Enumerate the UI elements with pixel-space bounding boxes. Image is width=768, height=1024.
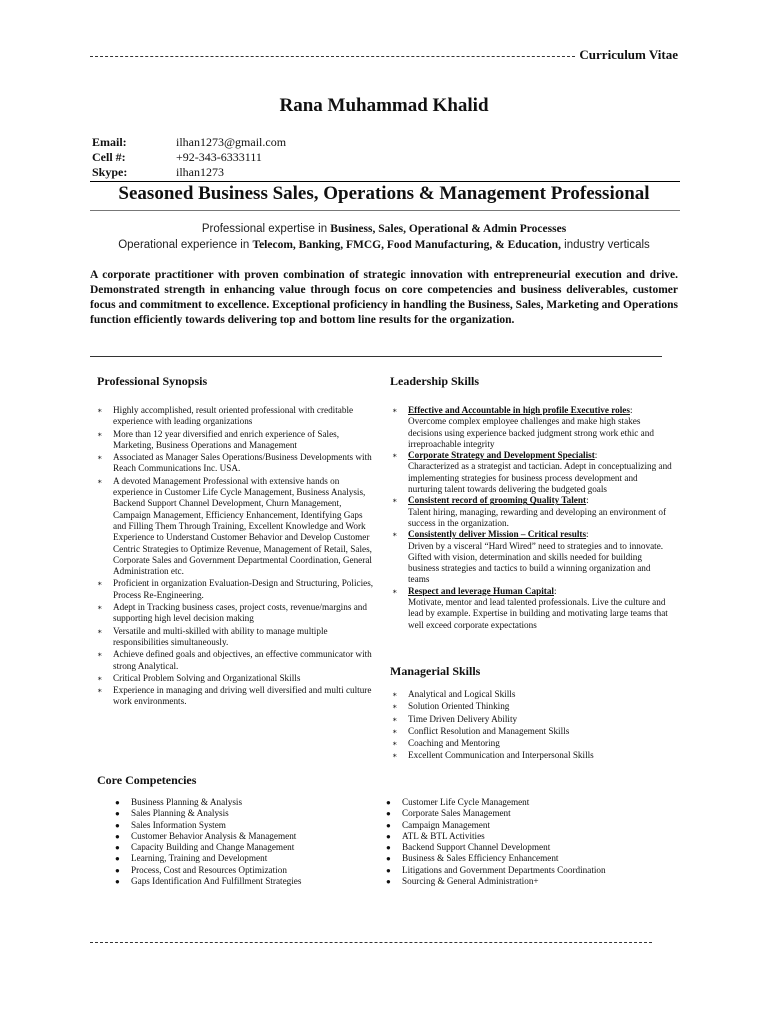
- bullet-icon: ∗: [392, 751, 398, 761]
- leadership-item-desc: Talent hiring, managing, rewarding and developing an environment of success in the organization.: [408, 506, 667, 528]
- bullet-icon: ●: [115, 831, 120, 841]
- bullet-icon: ●: [386, 798, 391, 807]
- expertise-areas: Business, Sales, Operational & Admin Processes: [330, 223, 567, 235]
- list-item-text: Business Planning & Analysis: [131, 797, 243, 807]
- list-item-text: Versatile and multi-skilled with ability to manage multiple responsibilities simultaneously.: [113, 625, 328, 647]
- leadership-item-title: Consistently deliver Mission – Critical results: [408, 529, 587, 540]
- bullet-icon: ∗: [97, 673, 103, 683]
- list-item-text: Corporate Sales Management: [402, 808, 511, 819]
- list-item-text: Analytical and Logical Skills: [408, 689, 516, 699]
- contact-row-skype: [92, 165, 286, 180]
- leadership-item-desc: Motivate, mentor and lead talented professionals. Live the culture and lead by example. Expertise in building and motivating large teams that well exceed corporate expectations: [408, 597, 668, 630]
- competency-item: [115, 876, 375, 887]
- list-item-text: Litigations and Government Departments Coordination: [402, 864, 606, 875]
- competency-item: [115, 853, 375, 864]
- list-item-text: Learning, Training and Development: [131, 853, 268, 864]
- synopsis-item: [97, 476, 377, 578]
- list-item-text: Proficient in organization Evaluation-Design and Structuring, Policies, Process Re-Engineering.: [113, 578, 374, 600]
- list-item-text: Solution Oriented Thinking: [408, 701, 510, 712]
- bullet-icon: ∗: [392, 586, 398, 596]
- leadership-item-desc: Driven by a visceral “Hard Wired” need to strategies and to innovate. Gifted with vision, determination and skills needed for building business strategies and tactics to build a winning organization and teams: [408, 540, 664, 585]
- core-list-left: [115, 797, 375, 887]
- competency-item: [115, 808, 375, 819]
- bullet-icon: ●: [115, 865, 120, 875]
- list-item-text: Backend Support Channel Development: [402, 842, 551, 853]
- managerial-skill-item: [392, 714, 672, 725]
- synopsis-item: [97, 602, 377, 625]
- leadership-item-title: Corporate Strategy and Development Specialist: [408, 450, 595, 461]
- bullet-icon: ●: [115, 820, 120, 830]
- cell-value: +92-343-6333111: [176, 150, 262, 164]
- managerial-list: [392, 689, 672, 763]
- core-list-right: [386, 797, 676, 887]
- list-item-text: Adept in Tracking business cases, project costs, revenue/margins and supporting high level decision making: [113, 602, 367, 624]
- bullet-icon: ∗: [392, 726, 398, 736]
- bullet-icon: ∗: [392, 451, 398, 461]
- bullet-icon: ∗: [392, 406, 398, 415]
- bullet-icon: ●: [115, 877, 120, 887]
- list-item-text: Highly accomplished, result oriented professional with creditable experience with leading organizations: [113, 405, 354, 427]
- list-item-text: A devoted Management Professional with extensive hands on experience in Customer Life Cycle Management, Business Analysis, Backend Support Channel Development, Churn Management, Campaign Management, Efficiency Enhancement, Identifying Gaps and Filling Them Through Training, Excellent Knowledge and Work Experience to Understand Customer Behavior and Develop Customer Centric Strategies to Optimize Revenue, Management of Retail, Sales, Corporate Sales and Government Departmental Coordination, General Administration etc.: [113, 475, 372, 577]
- competency-item: [386, 853, 676, 864]
- competency-item: [386, 820, 676, 831]
- bullet-icon: ∗: [97, 476, 103, 486]
- list-item-text: Process, Cost and Resources Optimization: [131, 864, 287, 875]
- contact-row-email: [92, 135, 286, 150]
- list-item-text: Customer Behavior Analysis & Management: [131, 830, 297, 841]
- expertise-line-2: [0, 237, 768, 253]
- list-item-text: ATL & BTL Activities: [402, 830, 485, 841]
- competency-item: [115, 797, 375, 808]
- list-item-text: Capacity Building and Change Management: [131, 842, 295, 853]
- leadership-title: Leadership Skills: [390, 374, 480, 388]
- leadership-list: [392, 405, 672, 631]
- bullet-icon: ∗: [392, 739, 398, 749]
- list-item-text: Sourcing & General Administration+: [402, 876, 539, 887]
- headline: Seasoned Business Sales, Operations & Management Professional: [118, 183, 650, 204]
- synopsis-item: [97, 673, 377, 684]
- leadership-item: ∗ Consistent record of grooming Quality Talent: Talent hiring, managing, rewarding and developing an environment of success in the organization.: [392, 495, 672, 529]
- list-item-text: Customer Life Cycle Management: [402, 797, 530, 807]
- bullet-icon: ∗: [97, 650, 103, 660]
- expertise-line-1: [0, 221, 768, 237]
- managerial-skill-item: [392, 750, 672, 761]
- bullet-icon: ∗: [97, 603, 103, 613]
- synopsis-item: [97, 429, 377, 452]
- synopsis-item: [97, 626, 377, 649]
- competency-item: [386, 865, 676, 876]
- contact-label: Cell #:: [92, 150, 126, 164]
- competency-item: [115, 865, 375, 876]
- list-item-text: Coaching and Mentoring: [408, 738, 500, 749]
- contact-label: Email:: [92, 135, 127, 149]
- leadership-item-desc: Characterized as a strategist and tactician. Adept in conceptualizing and implementing strategies for business process development and nurturing talent towards delivering the budgeted goals: [408, 461, 672, 495]
- list-item-text: Conflict Resolution and Management Skills: [408, 725, 570, 736]
- bullet-icon: ∗: [97, 406, 103, 415]
- list-item-text: More than 12 year diversified and enrich experience of Sales, Marketing, Business Operations and Management: [113, 428, 340, 450]
- list-item-text: Achieve defined goals and objectives, an effective communicator with strong Analytical.: [113, 649, 372, 671]
- expertise-block: [0, 221, 768, 253]
- bullet-icon: ●: [115, 809, 120, 819]
- competency-item: [115, 831, 375, 842]
- candidate-name: Rana Muhammad Khalid: [279, 95, 489, 116]
- bullet-icon: ●: [386, 831, 391, 841]
- contact-label: Skype:: [92, 165, 128, 179]
- list-item-text: Sales Information System: [131, 819, 226, 830]
- managerial-skill-item: [392, 701, 672, 712]
- bullet-icon: ●: [386, 820, 391, 830]
- bullet-icon: ●: [386, 854, 391, 864]
- bullet-icon: ●: [115, 798, 120, 807]
- bullet-icon: ∗: [97, 453, 103, 463]
- bullet-icon: ●: [386, 843, 391, 853]
- synopsis-item: [97, 452, 377, 475]
- managerial-skill-item: [392, 726, 672, 737]
- list-item-text: Campaign Management: [402, 819, 491, 830]
- contact-block: [92, 135, 286, 180]
- experience-prefix: Operational experience in: [118, 239, 253, 251]
- experience-suffix: industry verticals: [560, 239, 650, 251]
- leadership-item: ∗ Effective and Accountable in high profile Executive roles: Overcome complex employee challenges and make high stakes decisions using experience backed judgment strong work ethic and irreproachable integrity: [392, 405, 672, 450]
- leadership-item-title: Effective and Accountable in high profile Executive roles: [408, 405, 630, 415]
- synopsis-item: [97, 578, 377, 601]
- bullet-icon: ∗: [97, 686, 103, 696]
- bullet-icon: ∗: [392, 714, 398, 724]
- contact-row-cell: [92, 150, 286, 165]
- bullet-icon: ∗: [392, 690, 398, 699]
- leadership-item-title: Consistent record of grooming Quality Talent: [408, 495, 587, 506]
- experience-industries: Telecom, Banking, FMCG, Food Manufacturing, & Education,: [252, 239, 561, 251]
- leadership-item: ∗ Respect and leverage Human Capital: Motivate, mentor and lead talented professionals. Live the culture and lead by example. Expertise in building and motivating large teams that well exceed corporate expectations: [392, 586, 672, 631]
- competency-item: [386, 808, 676, 819]
- competency-item: [386, 842, 676, 853]
- list-item-text: Gaps Identification And Fulfillment Strategies: [131, 876, 302, 887]
- list-item-text: Excellent Communication and Interpersonal Skills: [408, 750, 594, 761]
- profile-summary: A corporate practitioner with proven combination of strategic innovation with entrepreneurial execution and drive. Demonstrated strength in enhancing value through focus on core competencies and business deliverables, customer focus and commitment to excellence. Exceptional proficiency in handling the Business, Sales, Marketing and Operations function efficiently towards delivering top and bottom line results for the organization.: [90, 269, 678, 326]
- header-dashed-rule: [90, 56, 575, 57]
- list-item-text: Sales Planning & Analysis: [131, 808, 229, 819]
- leadership-item: ∗ Consistently deliver Mission – Critical results: Driven by a visceral “Hard Wired” need to strategies and to innovate. Gifted with vision, determination and skills needed for building business strategies and tactics to build a winning organization and teams: [392, 529, 672, 585]
- synopsis-title: Professional Synopsis: [97, 374, 208, 388]
- bullet-icon: ●: [386, 877, 391, 887]
- synopsis-list: [97, 405, 377, 709]
- competency-item: [115, 842, 375, 853]
- list-item-text: Experience in managing and driving well diversified and multi culture work environments.: [113, 685, 372, 707]
- skype-value: ilhan1273: [176, 165, 224, 179]
- managerial-skill-item: [392, 738, 672, 749]
- list-item-text: Time Driven Delivery Ability: [408, 713, 518, 724]
- summary-divider: [90, 356, 662, 357]
- bullet-icon: ●: [115, 843, 120, 853]
- managerial-skill-item: [392, 689, 672, 700]
- expertise-prefix: Professional expertise in: [201, 223, 331, 235]
- bullet-icon: ∗: [392, 530, 398, 540]
- bullet-icon: ●: [115, 854, 120, 864]
- bullet-icon: ∗: [97, 579, 103, 589]
- bullet-icon: ●: [386, 865, 391, 875]
- bullet-icon: ∗: [97, 626, 103, 636]
- bullet-icon: ●: [386, 809, 391, 819]
- competency-item: [386, 876, 676, 887]
- headline-rule-bottom: [90, 210, 680, 211]
- bullet-icon: ∗: [392, 702, 398, 712]
- leadership-item: ∗ Corporate Strategy and Development Specialist: Characterized as a strategist and tactician. Adept in conceptualizing and implementing strategies for business process development and nurturing talent towards delivering the budgeted goals: [392, 450, 672, 495]
- bullet-icon: ∗: [97, 429, 103, 439]
- managerial-title: Managerial Skills: [390, 664, 481, 678]
- list-item-text: Critical Problem Solving and Organizational Skills: [113, 672, 301, 683]
- cv-label: Curriculum Vitae: [579, 47, 678, 62]
- footer-dashed-rule: [90, 942, 652, 943]
- competency-item: [115, 820, 375, 831]
- core-title: Core Competencies: [97, 773, 197, 787]
- synopsis-item: [97, 685, 377, 708]
- email-value: ilhan1273@gmail.com: [176, 135, 287, 149]
- leadership-item-desc: Overcome complex employee challenges and make high stakes decisions using experience backed judgment strong work ethic and irreproachable integrity: [408, 416, 654, 449]
- synopsis-item: [97, 649, 377, 672]
- competency-item: [386, 797, 676, 808]
- synopsis-item: [97, 405, 377, 428]
- cv-header: [90, 46, 678, 64]
- list-item-text: Business & Sales Efficiency Enhancement: [402, 853, 559, 864]
- list-item-text: Associated as Manager Sales Operations/Business Developments with Reach Communications Inc. USA.: [113, 452, 372, 474]
- leadership-item-title: Respect and leverage Human Capital: [408, 585, 554, 596]
- bullet-icon: ∗: [392, 496, 398, 506]
- headline-rule-top: [90, 181, 680, 182]
- competency-item: [386, 831, 676, 842]
